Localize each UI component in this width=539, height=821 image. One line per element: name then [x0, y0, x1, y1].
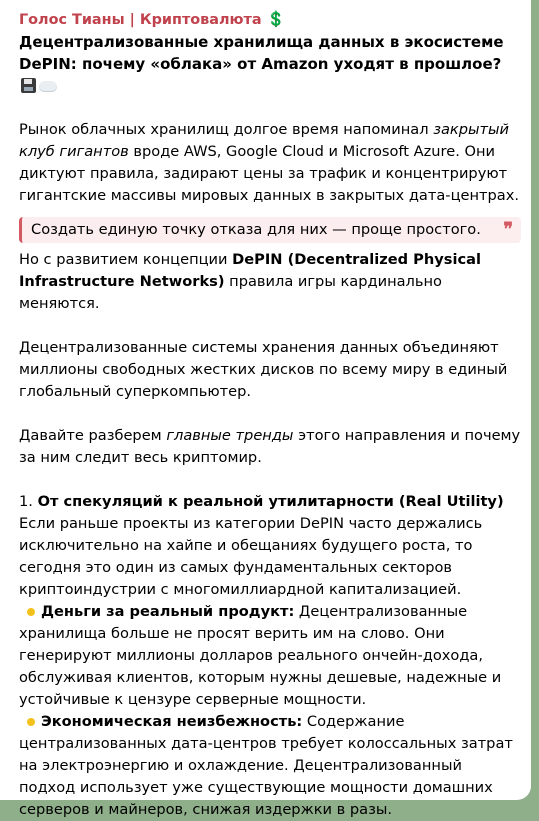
quote-icon: ❞ — [503, 219, 513, 240]
floppy-disk-icon — [21, 78, 36, 93]
channel-name-text[interactable]: Голос Тианы | Криптовалюта — [19, 12, 262, 28]
italic-text: главные тренды — [166, 427, 294, 444]
paragraph-intro — [19, 119, 521, 207]
italic-text: закрытый клуб гигантов — [19, 121, 510, 160]
spacer — [19, 315, 521, 337]
blockquote — [19, 217, 521, 243]
cloud-icon — [39, 81, 57, 92]
bold-text: DePIN (Decentralized Physical Infrastructure Networks) — [19, 251, 481, 290]
quote-text: Создать единую точку отказа для них — проще простого. — [31, 221, 481, 238]
spacer — [19, 469, 521, 491]
text-span: вроде AWS, Google Cloud и Microsoft Azure. Они диктуют правила, задирают цены за трафик и концентрируют гигантские массивы мировых данных в закрытых дата-центрах. — [19, 143, 520, 204]
bullet-text: Содержание централизованных дата-центров требует колоссальных затрат на электроэнергию и охлаждение. Децентрализованный подход использует уже существующие мощности домашних серверов и майнеров, снижая издержки в разы. — [19, 713, 513, 818]
section-heading — [19, 491, 521, 513]
bullet-text: Децентрализованные хранилища больше не просят верить им на слово. Они генерируют миллионы долларов реального ончейн-дохода, обслуживая клиентов, которым нужны дешевые, надежные и устойчивые к цензуре серверные мощности. — [19, 603, 502, 708]
bullet-item — [19, 601, 521, 711]
text-span: Давайте разберем — [19, 427, 167, 444]
section-text: Если раньше проекты из категории DePIN часто держались исключительно на хайпе и обещаниях будущего роста, то сегодня это один из самых фундаментальных секторов криптоиндустрии с многомиллиардной капитализацией. — [19, 515, 483, 598]
text-span: правила игры кардинально меняются. — [19, 273, 442, 312]
paragraph-trends — [19, 425, 521, 469]
spacer — [19, 97, 521, 119]
bullet-heading: Деньги за реальный продукт: — [41, 603, 295, 620]
post-title — [19, 31, 521, 97]
section-number: 1. — [19, 493, 33, 510]
text-span: этого направления и почему за ним следит весь криптомир. — [19, 427, 521, 466]
yellow-circle-icon — [27, 608, 35, 616]
bullet-item — [19, 711, 521, 821]
post-title-text: Децентрализованные хранилища данных в экосистеме DePIN: почему «облака» от Amazon уходят в прошлое? — [19, 33, 504, 73]
section-heading-text: От спекуляций к реальной утилитарности (Real Utility) — [37, 493, 504, 510]
dollar-sign-icon: 💲 — [266, 10, 286, 28]
paragraph-systems: Децентрализованные системы хранения данных объединяют миллионы свободных жестких дисков по всему миру в единый глобальный суперкомпьютер. — [19, 339, 508, 400]
text-span: Но с развитием концепции — [19, 251, 233, 268]
bullet-heading: Экономическая неизбежность: — [41, 713, 303, 730]
channel-name[interactable] — [19, 8, 521, 31]
paragraph-depin — [19, 249, 521, 315]
spacer — [19, 403, 521, 425]
text-span: Рынок облачных хранилищ долгое время напоминал — [19, 121, 434, 138]
yellow-circle-icon — [27, 718, 35, 726]
